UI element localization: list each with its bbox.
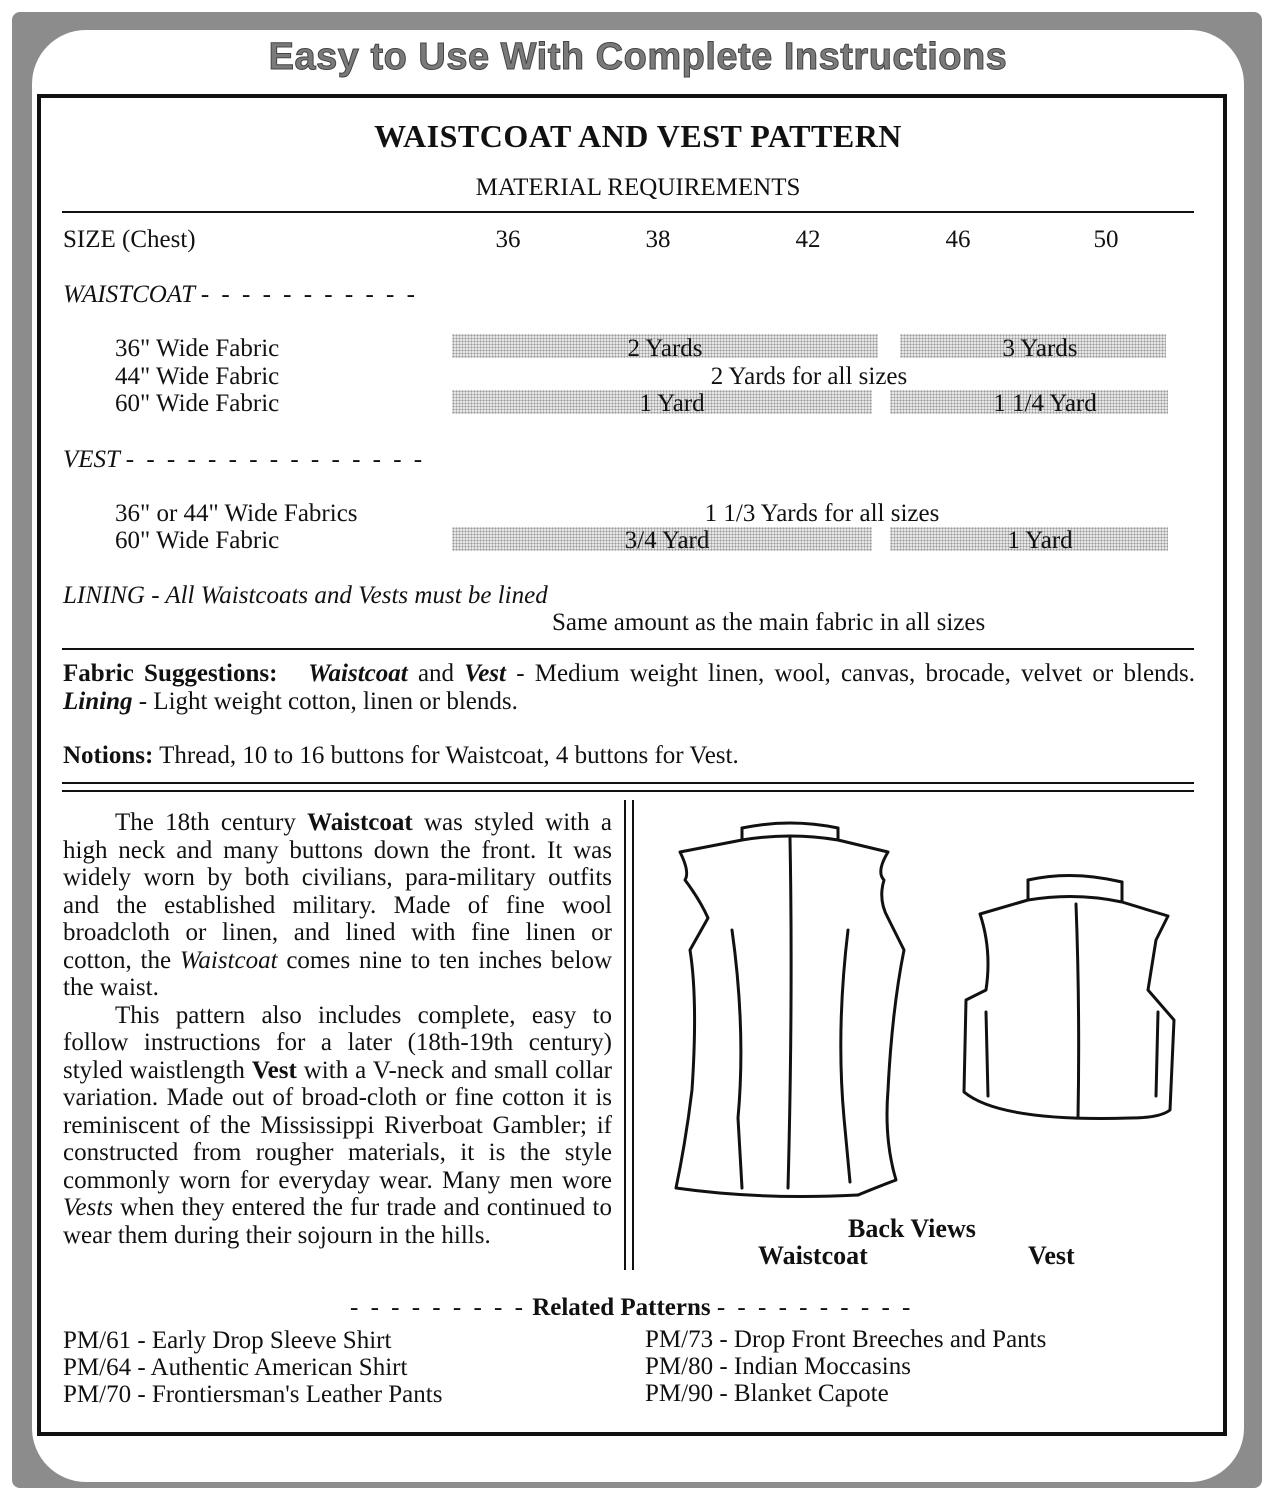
- vest-60-small-sizes: 3/4 Yard: [624, 527, 710, 554]
- related-pattern-item: PM/61 - Early Drop Sleeve Shirt: [63, 1327, 392, 1354]
- vest-row-label: 36" or 44" Wide Fabrics: [115, 500, 358, 527]
- size-36: 36: [495, 226, 521, 253]
- vest-heading: VEST - - - - - - - - - - - - - - -: [63, 446, 426, 473]
- waistcoat-60-large-sizes: 1 1/4 Yard: [993, 390, 1097, 417]
- vest-row-label: 60" Wide Fabric: [115, 527, 280, 554]
- vest-60-large-sizes: 1 Yard: [1007, 527, 1073, 554]
- waistcoat-60-small-sizes: 1 Yard: [639, 390, 705, 417]
- divider: [62, 211, 1194, 213]
- lining-amount: Same amount as the main fabric in all sizes: [552, 609, 986, 636]
- waistcoat-36-small-sizes: 2 Yards: [627, 335, 703, 362]
- column-divider: [624, 800, 626, 1270]
- fabric-suggestions: Fabric Suggestions: Waistcoat and Vest - Medium weight linen, wool, canvas, brocade, velvet or blends. Lining - Light weight cotton, linen or blends.: [63, 660, 1196, 715]
- notions: Notions: Thread, 10 to 16 buttons for Waistcoat, 4 buttons for Vest.: [63, 742, 739, 769]
- back-views-caption: Back Views: [848, 1214, 976, 1243]
- vest-drawing: [964, 875, 1174, 1118]
- waistcoat-44-all-sizes: 2 Yards for all sizes: [710, 363, 908, 390]
- related-pattern-item: PM/73 - Drop Front Breeches and Pants: [645, 1326, 1047, 1353]
- vest-label: Vest: [1028, 1241, 1075, 1270]
- waistcoat-drawing: [676, 823, 904, 1196]
- divider: [62, 648, 1194, 650]
- vest-36-44-all-sizes: 1 1/3 Yards for all sizes: [704, 500, 940, 527]
- column-divider: [632, 800, 634, 1270]
- waistcoat-label: Waistcoat: [758, 1241, 868, 1270]
- related-pattern-item: PM/64 - Authentic American Shirt: [63, 1354, 408, 1381]
- related-pattern-item: PM/90 - Blanket Capote: [645, 1380, 889, 1407]
- related-patterns-heading: - - - - - - - - - Related Patterns - - - - - - - - - -: [350, 1294, 914, 1321]
- waistcoat-row-label: 36" Wide Fabric: [115, 335, 280, 362]
- lining-note: LINING - All Waistcoats and Vests must be lined: [63, 582, 548, 609]
- size-label: SIZE (Chest): [63, 226, 196, 253]
- description-paragraph: This pattern also includes complete, easy to follow instructions for a later (18th-19th century) styled waistlength Vest with a V-neck and small collar variation. Made out of broad-cloth or fine cotton it is reminiscent of the Mississippi Riverboat Gambler; if constructed from rougher materials, it is the style commonly worn for everyday wear. Many men wore Vests when they entered the fur trade and continued to wear them during their sojourn in the hills.: [63, 1001, 613, 1249]
- description-text: [63, 809, 612, 1249]
- related-pattern-item: PM/70 - Frontiersman's Leather Pants: [63, 1381, 443, 1408]
- related-pattern-item: PM/80 - Indian Moccasins: [645, 1353, 911, 1380]
- pattern-title: WAISTCOAT AND VEST PATTERN: [374, 118, 902, 154]
- size-46: 46: [945, 226, 971, 253]
- header-banner: Easy to Use With Complete Instructions: [268, 36, 1008, 78]
- divider: [62, 790, 1194, 792]
- back-views-illustration: [640, 800, 1200, 1220]
- material-requirements-heading: MATERIAL REQUIREMENTS: [475, 174, 801, 201]
- waistcoat-heading: WAISTCOAT - - - - - - - - - - -: [63, 281, 418, 308]
- waistcoat-row-label: 60" Wide Fabric: [115, 390, 280, 417]
- waistcoat-row-label: 44" Wide Fabric: [115, 363, 280, 390]
- description-paragraph: The 18th century Waistcoat was styled with a high neck and many buttons down the front. It was widely worn by both civilians, para-military outfits and the established military. Made of fine wool broadcloth or linen, and lined with fine linen or cotton, the Waistcoat comes nine to ten inches below the waist.: [63, 809, 613, 1001]
- size-50: 50: [1093, 226, 1119, 253]
- size-42: 42: [795, 226, 821, 253]
- divider: [62, 782, 1194, 784]
- waistcoat-36-large-sizes: 3 Yards: [1002, 335, 1078, 362]
- size-38: 38: [645, 226, 671, 253]
